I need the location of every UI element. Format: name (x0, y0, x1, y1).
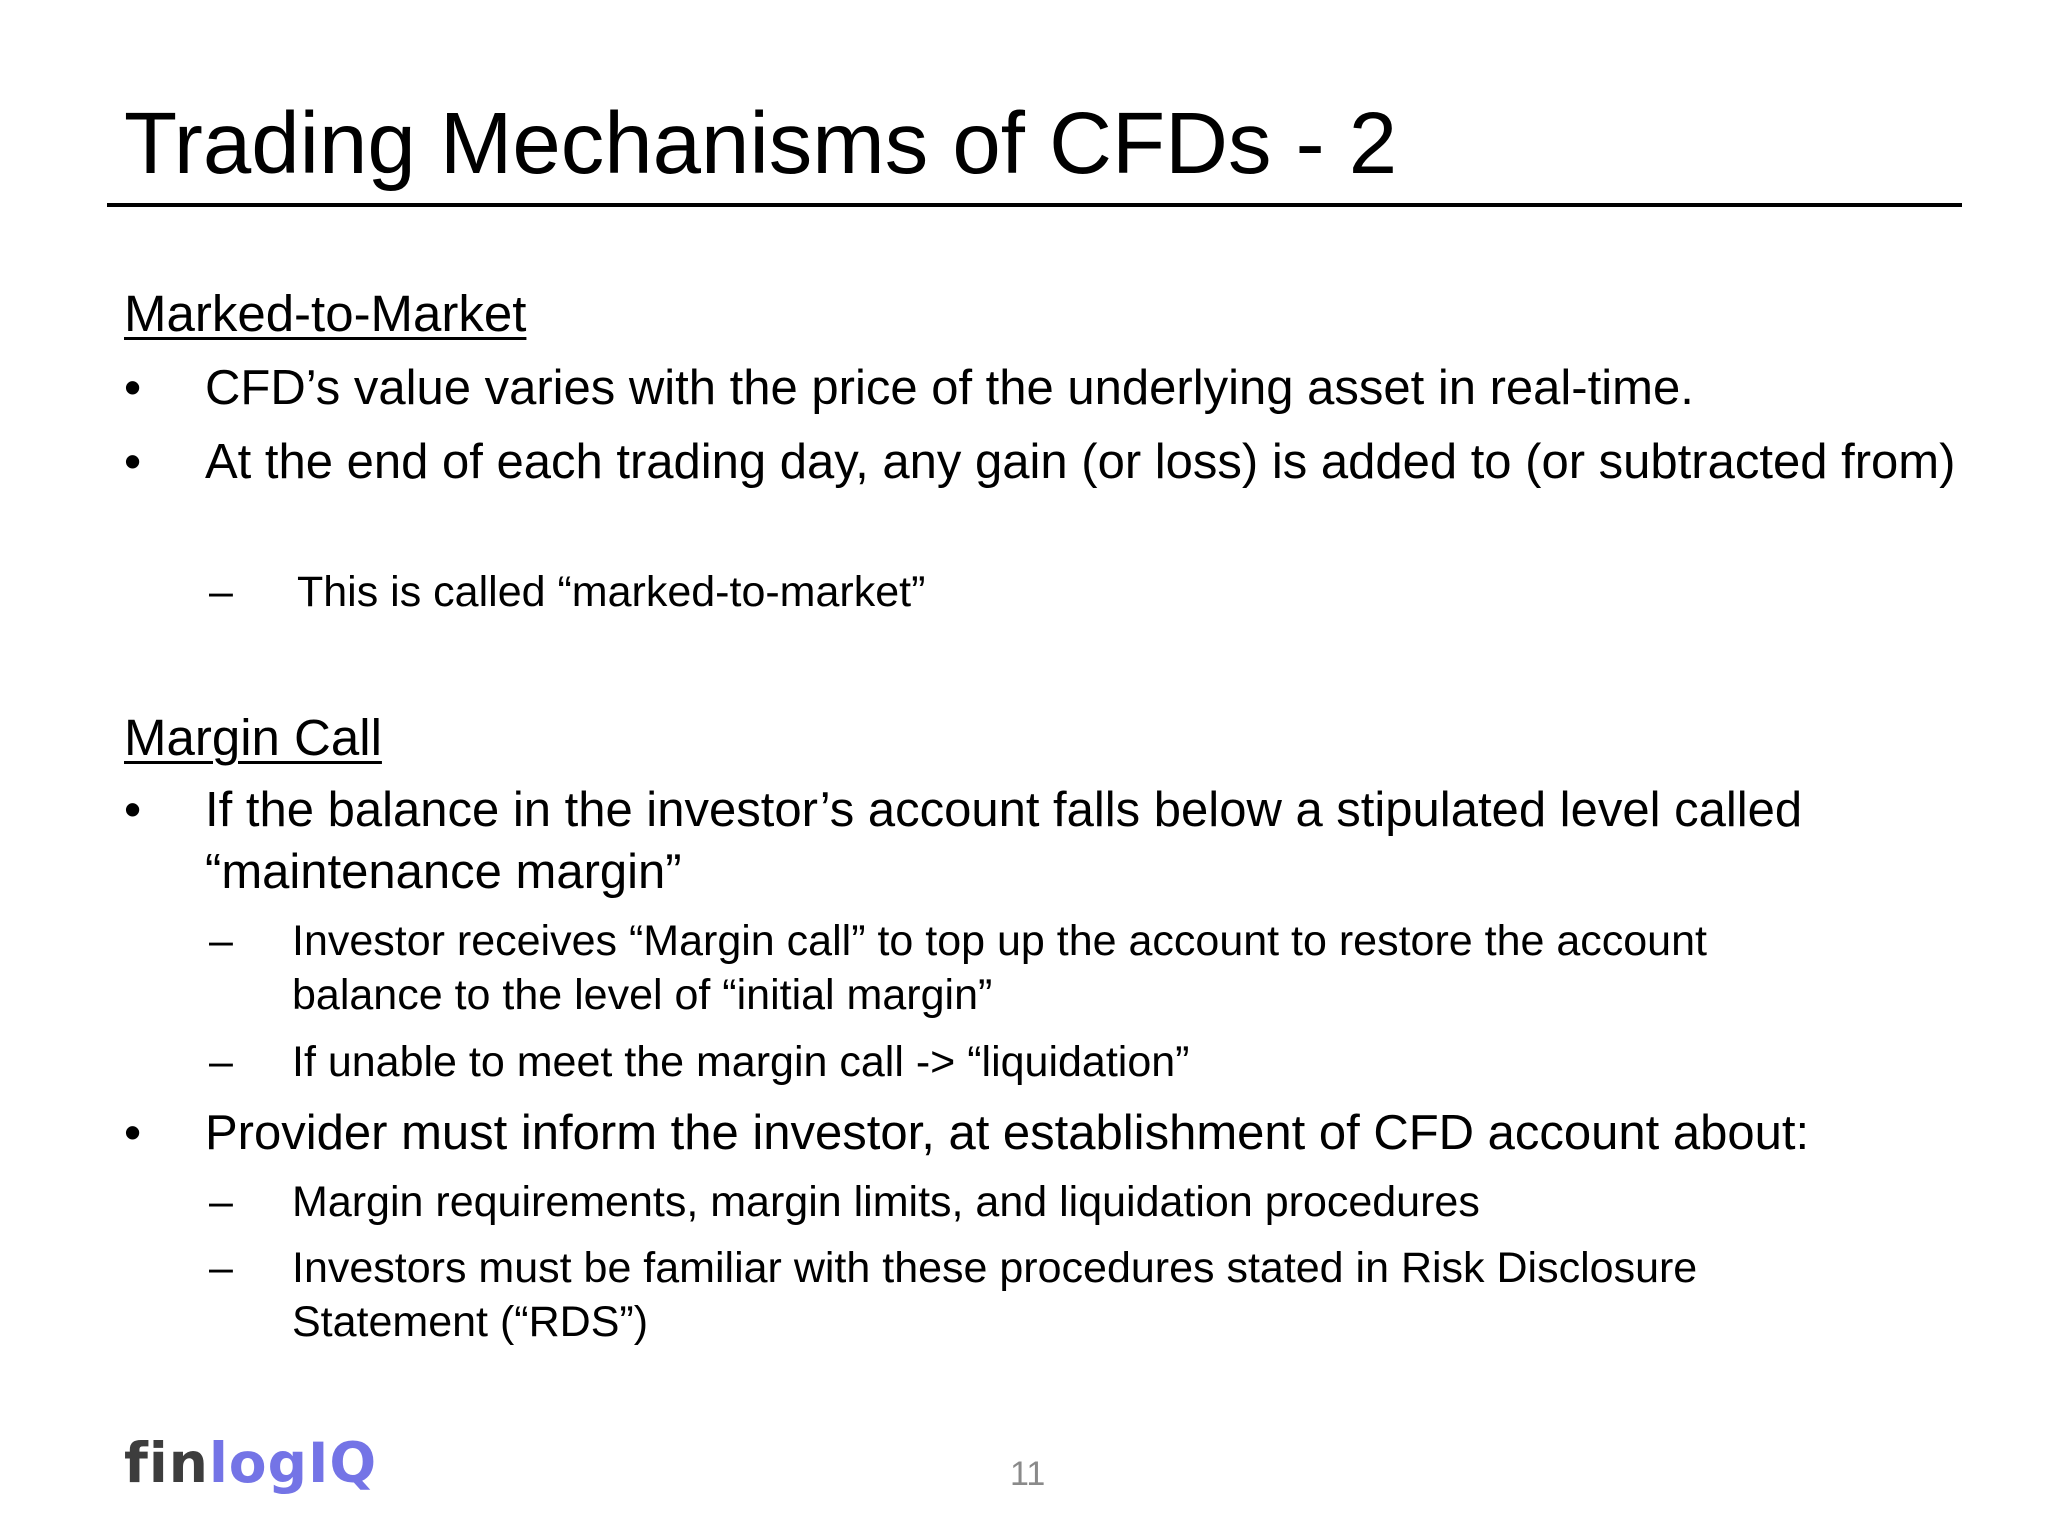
page-number: 11 (1010, 1455, 1046, 1493)
section-heading-marked-to-market: Marked-to-Market (124, 285, 527, 342)
bullet-marker: • (124, 361, 142, 415)
sub-bullet-text: Investors must be familiar with these procedures stated in Risk Disclosure Statement (“RDS”) (292, 1244, 1698, 1346)
sub-bullet-item (209, 565, 1857, 619)
logo-part-fin: fin (124, 1431, 209, 1495)
sub-bullet-text: Margin requirements, margin limits, and liquidation procedures (292, 1178, 1480, 1226)
finlogiq-logo (124, 1431, 378, 1495)
sub-bullet-marker: – (209, 1178, 233, 1226)
bullet-text: Provider must inform the investor, at establishment of CFD account about: (205, 1106, 1810, 1160)
sub-bullet-marker: – (209, 568, 233, 616)
bullet-item (124, 1102, 1924, 1164)
bullet-text: CFD’s value varies with the price of the underlying asset in real-time. (205, 361, 1694, 415)
bullet-marker: • (124, 435, 142, 489)
bullet-text: At the end of each trading day, any gain (or loss) is added to (or subtracted from) (205, 435, 1956, 489)
sub-bullet-marker: – (209, 1244, 233, 1292)
sub-bullet-text: This is called “marked-to-market” (297, 568, 926, 616)
section-heading-margin-call: Margin Call (124, 709, 382, 766)
sub-bullet-item (209, 1241, 1832, 1349)
logo-part-logiq: logIQ (208, 1431, 378, 1495)
sub-bullet-text: If unable to meet the margin call -> “liquidation” (292, 1038, 1190, 1086)
bullet-text: If the balance in the investor’s account falls below a stipulated level called “maintenance margin” (205, 783, 1803, 899)
bullet-marker: • (124, 783, 142, 837)
bullet-item (124, 357, 1924, 419)
sub-bullet-marker: – (209, 1038, 233, 1086)
sub-bullet-marker: – (209, 917, 233, 965)
title-divider (107, 203, 1962, 207)
slide-title: Trading Mechanisms of CFDs - 2 (124, 95, 1398, 192)
sub-bullet-text: Investor receives “Margin call” to top up the account to restore the account balance to the level of “initial margin” (292, 917, 1707, 1019)
sub-bullet-item (209, 1175, 1852, 1229)
bullet-item (124, 431, 1956, 493)
bullet-item (124, 779, 1924, 903)
sub-bullet-item (209, 1035, 1852, 1089)
bullet-marker: • (124, 1106, 142, 1160)
sub-bullet-item (209, 914, 1852, 1022)
